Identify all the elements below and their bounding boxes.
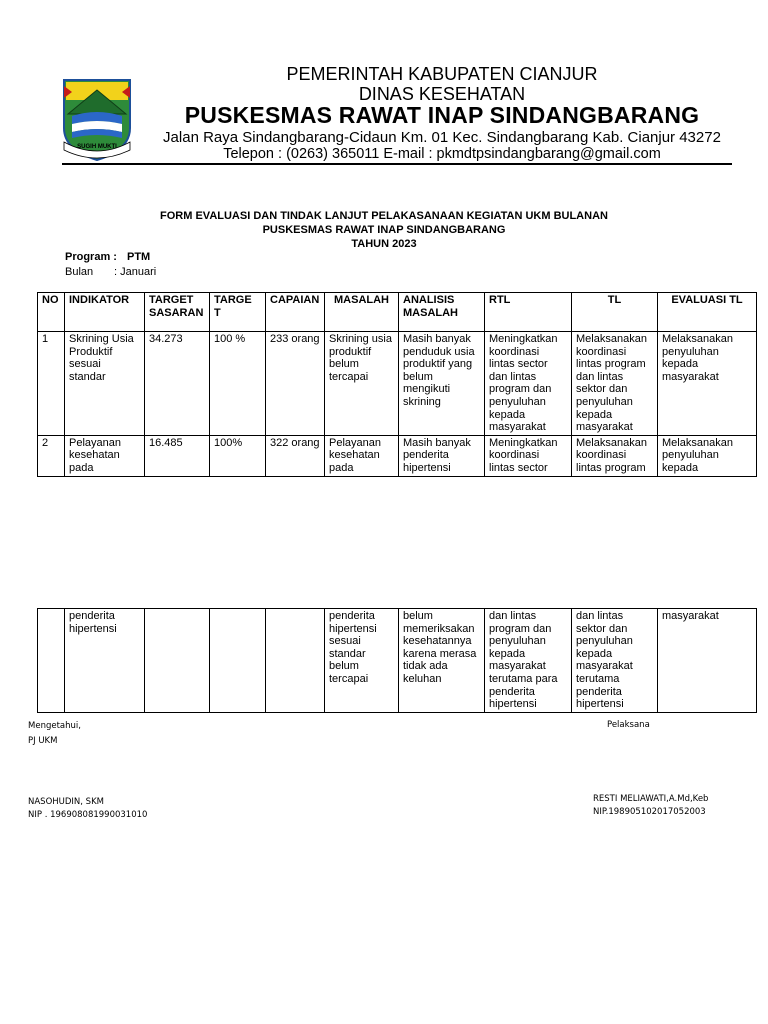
table-row <box>38 435 757 476</box>
letterhead-address: Jalan Raya Sindangbarang-Cidaun Km. 01 Kec. Sindangbarang Kab. Cianjur 43272 <box>163 129 721 146</box>
cell-masalah: Pelayanan kesehatan pada <box>325 435 399 476</box>
cell-evaluasi: masyarakat <box>658 609 757 713</box>
table-row <box>38 609 757 713</box>
header-tl: TL <box>572 293 658 332</box>
header-rtl: RTL <box>485 293 572 332</box>
header-target-sasaran: TARGET SASARAN <box>145 293 210 332</box>
right-signatory-nip: NIP.198905102017052003 <box>593 807 706 817</box>
program-label: Program : <box>65 251 117 263</box>
pj-ukm-label: PJ UKM <box>28 736 58 746</box>
acknowledged-label: Mengetahui, <box>28 721 81 731</box>
cell-capaian <box>266 609 325 713</box>
cell-indikator: penderita hipertensi <box>65 609 145 713</box>
cell-masalah: penderita hipertensi sesuai standar belum tercapai <box>325 609 399 713</box>
cell-target: 100 % <box>210 332 266 436</box>
cell-target-sasaran: 34.273 <box>145 332 210 436</box>
header-indikator: INDIKATOR <box>65 293 145 332</box>
cell-capaian: 322 orang <box>266 435 325 476</box>
cell-analisis: Masih banyak penduduk usia produktif yang belum mengikuti skrining <box>399 332 485 436</box>
left-signatory-nip: NIP . 196908081990031010 <box>28 810 148 820</box>
form-subtitle: PUSKESMAS RAWAT INAP SINDANGBARANG <box>262 224 506 236</box>
bulan-label: Bulan <box>65 266 94 278</box>
bulan-value: : Januari <box>114 266 157 278</box>
cell-target-sasaran <box>145 609 210 713</box>
cell-rtl: Meningkatkan koordinasi lintas sector dan lintas program dan penyuluhan kepada masyarakat <box>485 332 572 436</box>
header-target: TARGE T <box>210 293 266 332</box>
cell-analisis: Masih banyak penderita hipertensi <box>399 435 485 476</box>
cianjur-logo-icon <box>62 78 132 162</box>
cell-rtl: dan lintas program dan penyuluhan kepada masyarakat terutama para penderita hipertensi <box>485 609 572 713</box>
letterhead-government: PEMERINTAH KABUPATEN CIANJUR <box>286 64 598 84</box>
cell-indikator: Pelayanan kesehatan pada <box>65 435 145 476</box>
table-row <box>38 332 757 436</box>
header-analisis: ANALISIS MASALAH <box>399 293 485 332</box>
header-no: NO <box>38 293 65 332</box>
evaluation-table <box>37 292 757 477</box>
form-title: FORM EVALUASI DAN TINDAK LANJUT PELAKASANAAN KEGIATAN UKM BULANAN <box>160 210 608 222</box>
logo-ribbon-text: SUGIH MUKTI <box>77 144 117 150</box>
program-value: PTM <box>127 251 151 263</box>
cell-no <box>38 609 65 713</box>
cell-no: 1 <box>38 332 65 436</box>
table-header-row <box>38 293 757 332</box>
cell-analisis: belum memeriksakan kesehatannya karena merasa tidak ada keluhan <box>399 609 485 713</box>
letterhead-contact: Telepon : (0263) 365011 E-mail : pkmdtpsindangbarang@gmail.com <box>223 146 661 162</box>
right-signatory-name: RESTI MELIAWATI,A.Md,Keb <box>593 794 709 804</box>
cell-target <box>210 609 266 713</box>
pelaksana-label: Pelaksana <box>607 720 650 730</box>
left-signatory-name: NASOHUDIN, SKM <box>28 797 104 807</box>
cell-evaluasi: Melaksanakan penyuluhan kepada masyarakat <box>658 332 757 436</box>
cell-masalah: Skrining usia produktif belum tercapai <box>325 332 399 436</box>
evaluation-table-continued <box>37 608 757 713</box>
letterhead-institution: PUSKESMAS RAWAT INAP SINDANGBARANG <box>184 102 700 128</box>
cell-target-sasaran: 16.485 <box>145 435 210 476</box>
cell-evaluasi: Melaksanakan penyuluhan kepada <box>658 435 757 476</box>
cell-tl: Melaksanakan koordinasi lintas program <box>572 435 658 476</box>
cell-indikator: Skrining Usia Produktif sesuai standar <box>65 332 145 436</box>
cell-capaian: 233 orang <box>266 332 325 436</box>
header-capaian: CAPAIAN <box>266 293 325 332</box>
cell-tl: Melaksanakan koordinasi lintas program dan lintas sektor dan penyuluhan kepada masyarakat <box>572 332 658 436</box>
header-evaluasi: EVALUASI TL <box>658 293 757 332</box>
cell-tl: dan lintas sektor dan penyuluhan kepada masyarakat terutama penderita hipertensi <box>572 609 658 713</box>
header-masalah: MASALAH <box>325 293 399 332</box>
letterhead-department: DINAS KESEHATAN <box>358 84 526 104</box>
letterhead-divider <box>62 163 732 165</box>
cell-target: 100% <box>210 435 266 476</box>
cell-no: 2 <box>38 435 65 476</box>
form-year: TAHUN 2023 <box>351 238 417 250</box>
cell-rtl: Meningkatkan koordinasi lintas sector <box>485 435 572 476</box>
